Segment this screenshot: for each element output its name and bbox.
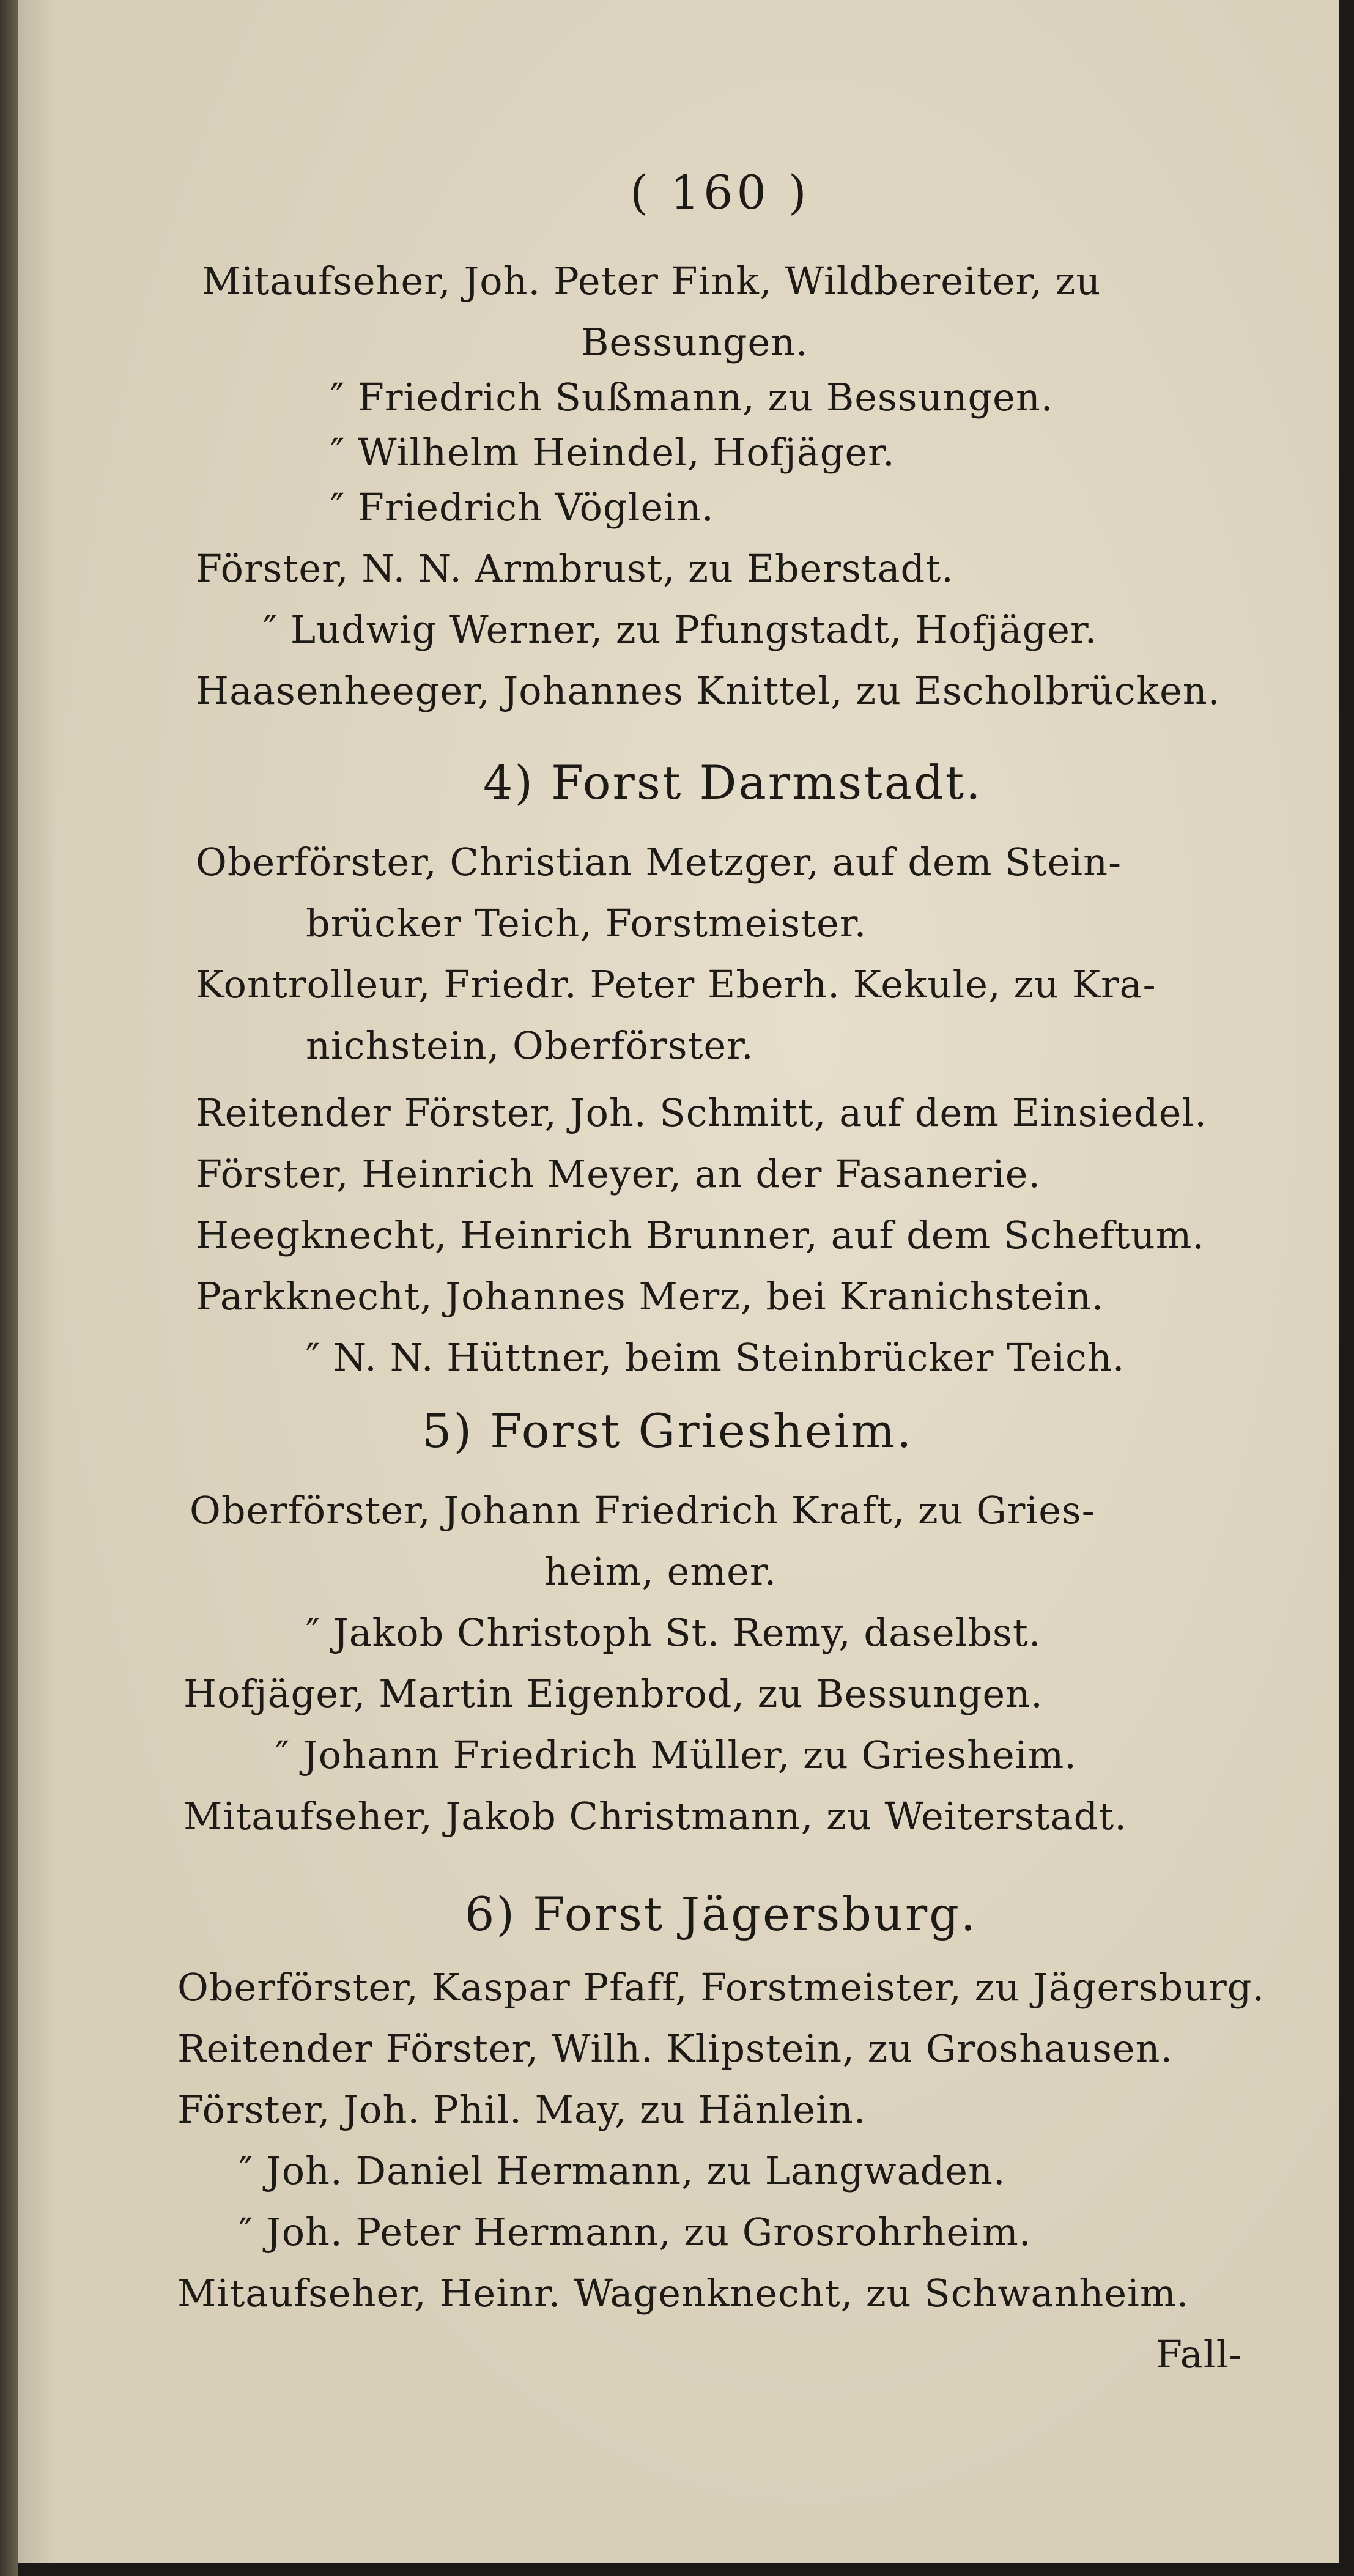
text-line: Haasenheeger, Johannes Knittel, zu Escholbrücken. [196, 668, 1221, 713]
text-line: ″ Joh. Daniel Hermann, zu Langwaden. [239, 2149, 1006, 2193]
page-number: ( 160 ) [630, 165, 810, 220]
text-line: Förster, Joh. Phil. May, zu Hänlein. [177, 2087, 867, 2132]
text-line: ″ Wilhelm Heindel, Hofjäger. [330, 430, 895, 475]
text-line: Hofjäger, Martin Eigenbrod, zu Bessungen. [183, 1671, 1043, 1716]
text-line: Kontrolleur, Friedr. Peter Eberh. Kekule, zu Kra- [196, 962, 1156, 1007]
text-line: Oberförster, Kaspar Pfaff, Forstmeister, zu Jägersburg. [177, 1965, 1265, 2010]
section-heading: 5) Forst Griesheim. [422, 1404, 914, 1458]
text-line: Förster, N. N. Armbrust, zu Eberstadt. [196, 546, 954, 591]
text-line: heim, emer. [544, 1549, 777, 1594]
text-line: Oberförster, Johann Friedrich Kraft, zu Gries- [190, 1488, 1095, 1533]
section-heading: 4) Forst Darmstadt. [483, 755, 983, 810]
book-spine-edge [0, 0, 18, 2576]
text-line: Heegknecht, Heinrich Brunner, auf dem Scheftum. [196, 1213, 1205, 1257]
catchword: Fall- [1156, 2332, 1243, 2377]
text-line: nichstein, Oberförster. [306, 1023, 754, 1068]
text-line: ″ Jakob Christoph St. Remy, daselbst. [306, 1610, 1041, 1655]
text-line: Mitaufseher, Jakob Christmann, zu Weiterstadt. [183, 1794, 1127, 1838]
text-line: brücker Teich, Forstmeister. [306, 901, 867, 946]
text-line: ″ Friedrich Vöglein. [330, 485, 714, 530]
book-page [18, 0, 1339, 2563]
text-line: Bessungen. [581, 320, 808, 365]
text-line: ″ Friedrich Sußmann, zu Bessungen. [330, 375, 1054, 420]
text-line: ″ Ludwig Werner, zu Pfungstadt, Hofjäger. [263, 607, 1098, 652]
section-heading: 6) Forst Jägersburg. [465, 1887, 977, 1941]
text-line: Förster, Heinrich Meyer, an der Fasanerie. [196, 1152, 1041, 1196]
text-line: ″ N. N. Hüttner, beim Steinbrücker Teich. [306, 1335, 1125, 1380]
text-line: Reitender Förster, Joh. Schmitt, auf dem Einsiedel. [196, 1090, 1207, 1135]
text-line: Reitender Förster, Wilh. Klipstein, zu Groshausen. [177, 2026, 1174, 2071]
text-line: Mitaufseher, Heinr. Wagenknecht, zu Schwanheim. [177, 2271, 1189, 2315]
text-line: ″ Joh. Peter Hermann, zu Grosrohrheim. [239, 2210, 1032, 2254]
text-line: Mitaufseher, Joh. Peter Fink, Wildbereiter, zu [202, 259, 1101, 303]
text-line: ″ Johann Friedrich Müller, zu Griesheim. [275, 1733, 1077, 1777]
text-line: Parkknecht, Johannes Merz, bei Kranichstein. [196, 1274, 1104, 1319]
text-line: Oberförster, Christian Metzger, auf dem Stein- [196, 840, 1122, 884]
